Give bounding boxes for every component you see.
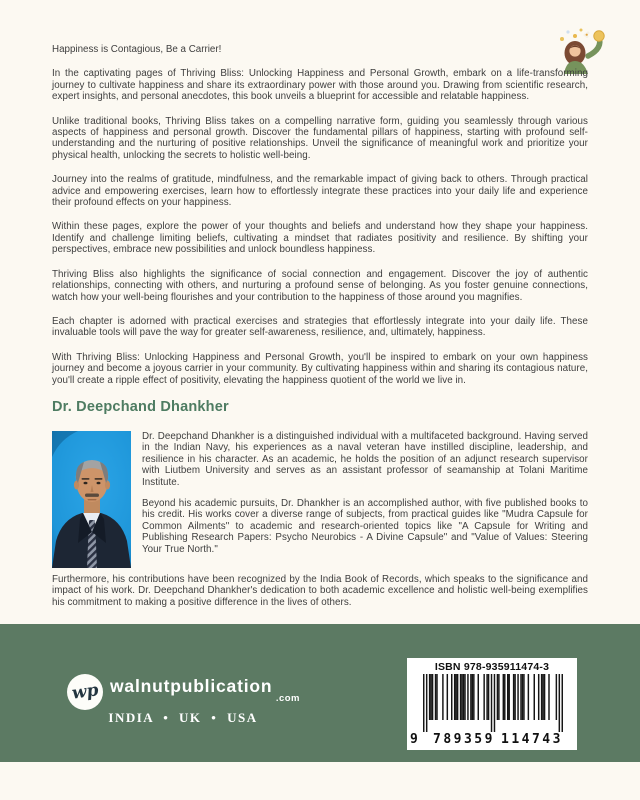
- author-photo: [52, 431, 131, 568]
- tagline: Happiness is Contagious, Be a Carrier!: [52, 44, 222, 55]
- barcode-digit-group: 789359: [433, 732, 495, 747]
- author-bio-section: [52, 431, 588, 608]
- back-cover-text: [52, 44, 588, 618]
- flower-icon: [584, 32, 590, 39]
- publisher-domain: .com: [275, 693, 300, 704]
- publisher-name-block: [110, 677, 300, 704]
- blurb-paragraph: Within these pages, explore the power of your thoughts and beliefs and understand how they shape your happiness. Identify and challenge limiting beliefs, cultivating a mindset that radiates positivity and resilience. By shifting your perspectives, embrace new possibilities and unlock boundless happiness.: [52, 221, 588, 256]
- barcode-digits: [407, 733, 577, 747]
- publisher-band: [0, 624, 640, 762]
- barcode-digit-group: 114743: [501, 732, 563, 747]
- blurb-paragraph: Each chapter is adorned with practical exercises and strategies that effortlessly integrate into your daily life. These invaluable tools will pave the way for greater self-awareness, resilience, and, ultimately, happiness.: [52, 315, 588, 339]
- barcode: [407, 658, 577, 750]
- coin-icon: [594, 31, 604, 41]
- barcode-digit-group: 9: [410, 732, 418, 747]
- sparkle-icon: [560, 37, 564, 41]
- publisher-name: walnutpublication: [110, 676, 273, 696]
- blurb-paragraph: With Thriving Bliss: Unlocking Happiness and Personal Growth, you'll be inspired to embark on your own happiness journey and become a joyous carrier in your community. By cultivating happiness within and sharing its contagious nature, you'll create a ripple effect of positivity, elevating the happiness quotient of the world we live in.: [52, 351, 588, 386]
- publisher-regions: INDIA • UK • USA: [108, 710, 258, 725]
- bio-paragraph: Furthermore, his contributions have been recognized by the India Book of Records, which speaks to the significance and impact of his work. Dr. Deepchand Dhankher's dedication to both academic excellence and holistic well-being exemplifies his commitment to making a positive difference in the lives of others.: [52, 573, 588, 608]
- blurb-paragraph: Thriving Bliss also highlights the significance of social connection and engagement. Discover the joy of authentic relationships, connecting with others, and nurturing a profound sense of belonging. As you foster genuine connections, watch how your well-being flourishes and your contribution to the happiness of those around you magnifies.: [52, 268, 588, 303]
- publisher-logo: [67, 674, 103, 710]
- blurb-paragraph: Unlike traditional books, Thriving Bliss takes on a compelling narrative form, guiding you seamlessly through various aspects of happiness and personal growth. Discover the fundamental pillars of happiness, starting with profound self-understanding and the nurturing of positive relationships. Unveil the significance of meaningful work and prioritize your physical health, unlocking the secrets to holistic well-being.: [52, 115, 588, 161]
- blurb-paragraph: Journey into the realms of gratitude, mindfulness, and the remarkable impact of giving back to others. Through practical advice and empowering exercises, learn how to effortlessly integrate these practices into your daily life and experience their profound effects on your happiness.: [52, 174, 588, 209]
- wp-monogram: wp: [70, 679, 100, 704]
- isbn-label: ISBN 978-935911474-3: [434, 661, 550, 673]
- author-name-heading: Dr. Deepchand Dhankher: [52, 398, 229, 415]
- bio-paragraph: Dr. Deepchand Dhankher is a distinguished individual with a multifaceted background. Having served in the Indian Navy, his experiences as a naval veteran have instilled discipline, leadership, and resilience in his character. As an academic, he holds the position of an adjunct research supervisor with Liutbem University and serves as an assistant professor of seamanship at Tolani Maritime Institute.: [142, 430, 588, 488]
- barcode-bars: [423, 674, 563, 732]
- blurb-paragraph: In the captivating pages of Thriving Bliss: Unlocking Happiness and Personal Growth, embark on a life-transforming journey to cultivate happiness and share its extraordinary power with those around you. Drawing from scientific research, expert insights, and personal anecdotes, this book unveils a blueprint for accessible and relatable happiness.: [52, 68, 588, 103]
- bio-paragraph: Beyond his academic pursuits, Dr. Dhankher is an accomplished author, with five published books to his credit. His works cover a diverse range of subjects, from practical guides like "Mudra Capsule for Common Ailments" to academic and research-oriented topics like "A Capsule for Writing and Publishing Research Papers: Psycho Neurobics - A Divine Capsule" and "Value of Values: Steering Your True North.": [142, 497, 588, 555]
